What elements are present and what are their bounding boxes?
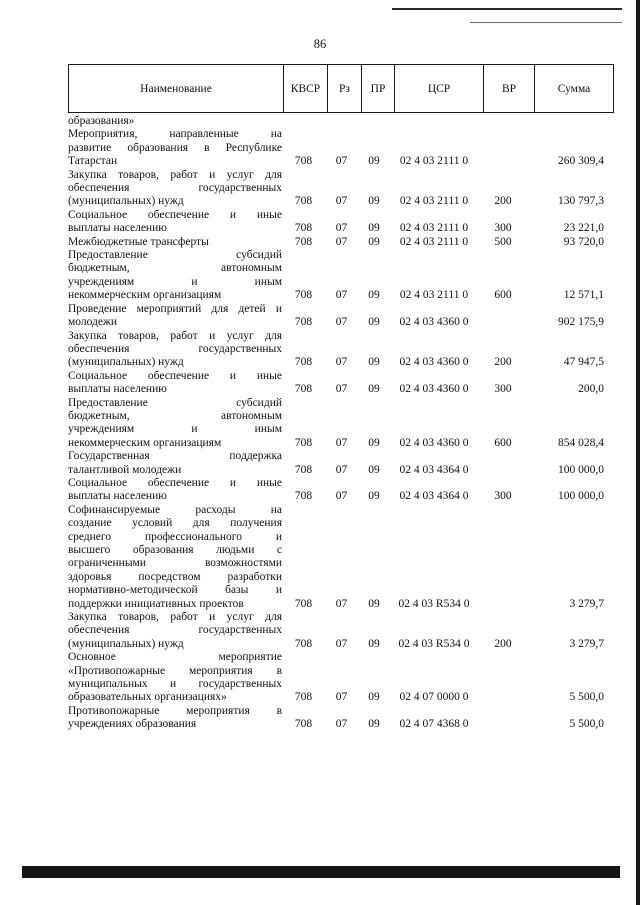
table-row [68, 128, 614, 168]
table-row [68, 303, 614, 330]
name-line: Закупка товаров, работ и услуг для [68, 611, 282, 624]
row-kvsr: 708 [294, 691, 313, 704]
row-vr: 200 [494, 356, 512, 369]
name-line: Мероприятия, направленные на [68, 128, 282, 141]
row-csr: 02 4 07 0000 0 [399, 691, 469, 704]
row-csr: 02 4 03 4364 0 [399, 463, 469, 476]
row-vr: 500 [494, 235, 512, 248]
row-sum: 100 000,0 [558, 463, 604, 476]
row-rz: 07 [335, 463, 348, 476]
row-csr: 02 4 03 2111 0 [399, 222, 469, 235]
row-sum: 23 221,0 [563, 222, 604, 235]
row-rz: 07 [335, 597, 348, 610]
row-pr: 09 [368, 155, 380, 168]
row-name [68, 504, 282, 611]
row-name [68, 450, 282, 477]
name-line: обеспечения государственных [68, 182, 282, 195]
row-csr: 02 4 07 4368 0 [399, 718, 469, 731]
top-rule [392, 8, 622, 10]
name-line: Татарстан [68, 155, 118, 168]
row-csr: 02 4 03 4360 0 [399, 383, 469, 396]
name-line: бюджетным, автономным [68, 409, 282, 422]
name-line: Софинансируемые расходы на [68, 503, 282, 516]
row-pr: 09 [368, 463, 380, 476]
name-line: поддержки инициативных проектов [68, 597, 244, 610]
row-name [68, 115, 282, 128]
row-name [68, 128, 282, 168]
row-pr: 09 [368, 597, 380, 610]
table-row [68, 397, 614, 451]
row-pr: 09 [368, 235, 380, 248]
row-rz: 07 [335, 436, 348, 449]
row-rz: 07 [335, 289, 348, 302]
name-line: выплаты населению [68, 222, 167, 235]
table-row [68, 705, 614, 732]
row-rz: 07 [335, 383, 348, 396]
table-body [68, 113, 614, 732]
row-pr: 09 [368, 383, 380, 396]
table-row [68, 651, 614, 705]
row-kvsr: 708 [294, 235, 313, 248]
name-line: образовательных организациях» [68, 691, 227, 704]
row-pr: 09 [368, 316, 380, 329]
row-name [68, 370, 282, 397]
row-rz: 07 [335, 356, 348, 369]
row-rz: 07 [335, 222, 348, 235]
name-line: Предоставление субсидий [68, 249, 282, 262]
name-line: развитие образования в Республике [68, 141, 282, 154]
row-vr: 200 [494, 637, 512, 650]
row-kvsr: 708 [294, 463, 313, 476]
table-row [68, 209, 614, 236]
row-vr: 300 [494, 222, 512, 235]
row-sum: 200,0 [578, 383, 604, 396]
row-rz: 07 [335, 691, 348, 704]
row-rz: 07 [335, 490, 348, 503]
page-number: 86 [313, 37, 327, 51]
name-line: Закупка товаров, работ и услуг для [68, 329, 282, 342]
table-row [68, 169, 614, 209]
name-line: учреждениям и иным [68, 423, 282, 436]
row-name [68, 705, 282, 732]
row-sum: 5 500,0 [569, 691, 604, 704]
header-vr: ВР [483, 65, 534, 112]
row-csr: 02 4 03 4360 0 [399, 356, 469, 369]
row-name [68, 169, 282, 209]
name-line: (муниципальных) нужд [68, 195, 184, 208]
name-line: некоммерческим организациям [68, 436, 222, 449]
row-sum: 12 571,1 [563, 289, 604, 302]
name-line: выплаты населению [68, 490, 167, 503]
row-name [68, 330, 282, 370]
header-csr: ЦСР [394, 65, 483, 112]
name-line: Социальное обеспечение и иные [68, 476, 282, 489]
table-row [68, 370, 614, 397]
name-line: талантливой молодежи [68, 463, 182, 476]
row-rz: 07 [335, 155, 348, 168]
name-line: создание условий для получения [68, 517, 282, 530]
table-row [68, 477, 614, 504]
bottom-scan-bar [22, 866, 620, 878]
row-rz: 07 [335, 718, 348, 731]
row-pr: 09 [368, 289, 380, 302]
row-kvsr: 708 [294, 597, 313, 610]
row-rz: 07 [335, 235, 348, 248]
name-line: Противопожарные мероприятия в [68, 704, 282, 717]
header-name: Наименование [140, 82, 212, 95]
row-name [68, 209, 282, 236]
row-sum: 902 175,9 [558, 316, 604, 329]
row-csr: 02 4 03 R534 0 [398, 597, 470, 610]
row-csr: 02 4 03 R534 0 [398, 637, 470, 650]
name-line: Предоставление субсидий [68, 396, 282, 409]
row-sum: 3 279,7 [569, 597, 604, 610]
row-csr: 02 4 03 4364 0 [399, 490, 469, 503]
row-vr: 300 [494, 490, 512, 503]
row-sum: 93 720,0 [563, 235, 604, 248]
name-line: здоровья посредством разработки [68, 570, 282, 583]
top-rule-thin [470, 22, 622, 23]
table-header [68, 64, 614, 113]
header-pr: ПР [361, 65, 394, 112]
row-name [68, 651, 282, 705]
row-kvsr: 708 [294, 637, 313, 650]
row-rz: 07 [335, 316, 348, 329]
table-row [68, 249, 614, 303]
row-pr: 09 [368, 356, 380, 369]
row-csr: 02 4 03 2111 0 [399, 289, 469, 302]
row-sum: 854 028,4 [558, 436, 604, 449]
row-kvsr: 708 [294, 436, 313, 449]
row-sum: 5 500,0 [569, 718, 604, 731]
table-row [68, 450, 614, 477]
row-name [68, 249, 282, 303]
row-sum: 260 309,4 [558, 155, 604, 168]
row-name [68, 303, 282, 330]
table-row [68, 236, 614, 249]
name-line: учреждениям и иным [68, 275, 282, 288]
table-row [68, 330, 614, 370]
name-line: выплаты населению [68, 383, 167, 396]
row-kvsr: 708 [294, 316, 313, 329]
row-csr: 02 4 03 4360 0 [399, 436, 469, 449]
name-line: Закупка товаров, работ и услуг для [68, 168, 282, 181]
row-pr: 09 [368, 490, 380, 503]
name-line: ограниченными возможностями [68, 557, 282, 570]
row-vr: 300 [494, 383, 512, 396]
name-line: муниципальных и государственных [68, 678, 282, 691]
row-kvsr: 708 [294, 490, 313, 503]
row-pr: 09 [368, 691, 380, 704]
row-name [68, 477, 282, 504]
name-line: некоммерческим организациям [68, 289, 222, 302]
row-vr: 600 [494, 289, 512, 302]
row-name [68, 611, 282, 651]
row-sum: 3 279,7 [569, 637, 604, 650]
row-csr: 02 4 03 2111 0 [399, 235, 469, 248]
name-line: Межбюджетные трансферты [68, 235, 209, 248]
name-line: обеспечения государственных [68, 342, 282, 355]
name-line: учреждениях образования [68, 718, 197, 731]
name-line: (муниципальных) нужд [68, 356, 184, 369]
row-kvsr: 708 [294, 383, 313, 396]
row-csr: 02 4 03 4360 0 [399, 316, 469, 329]
row-kvsr: 708 [294, 356, 313, 369]
name-line: бюджетным, автономным [68, 262, 282, 275]
row-csr: 02 4 03 2111 0 [399, 195, 469, 208]
name-line: Социальное обеспечение и иные [68, 208, 282, 221]
name-line: Государственная поддержка [68, 450, 282, 463]
name-line: Основное мероприятие [68, 651, 282, 664]
name-line: обеспечения государственных [68, 624, 282, 637]
row-pr: 09 [368, 195, 380, 208]
right-scan-edge [636, 0, 640, 905]
row-name [68, 236, 282, 249]
name-line: среднего профессионального и [68, 530, 282, 543]
row-pr: 09 [368, 436, 380, 449]
row-pr: 09 [368, 222, 380, 235]
row-kvsr: 708 [294, 222, 313, 235]
row-sum: 47 947,5 [563, 356, 604, 369]
budget-table [68, 64, 614, 732]
row-vr: 600 [494, 436, 512, 449]
row-rz: 07 [335, 637, 348, 650]
row-rz: 07 [335, 195, 348, 208]
name-line: молодежи [68, 316, 118, 329]
name-line: образования» [68, 115, 135, 127]
header-rz: Рз [327, 65, 361, 112]
row-sum: 100 000,0 [558, 490, 604, 503]
row-kvsr: 708 [294, 289, 313, 302]
table-row [68, 504, 614, 611]
row-kvsr: 708 [294, 195, 313, 208]
row-pr: 09 [368, 718, 380, 731]
row-vr: 200 [494, 195, 512, 208]
table-row [68, 611, 614, 651]
name-line: Социальное обеспечение и иные [68, 369, 282, 382]
row-csr: 02 4 03 2111 0 [399, 155, 469, 168]
table-row-continuation [68, 115, 614, 128]
row-kvsr: 708 [294, 155, 313, 168]
name-line: нормативно-методической базы и [68, 584, 282, 597]
row-sum: 130 797,3 [558, 195, 604, 208]
name-line: (муниципальных) нужд [68, 637, 184, 650]
name-line: «Противопожарные мероприятия в [68, 664, 282, 677]
header-kvsr: КВСР [283, 65, 327, 112]
header-sum: Сумма [534, 65, 613, 112]
name-line: высшего образования людьми с [68, 544, 282, 556]
name-line: Проведение мероприятий для детей и [68, 302, 282, 315]
row-name [68, 397, 282, 451]
row-kvsr: 708 [294, 718, 313, 731]
row-pr: 09 [368, 637, 380, 650]
